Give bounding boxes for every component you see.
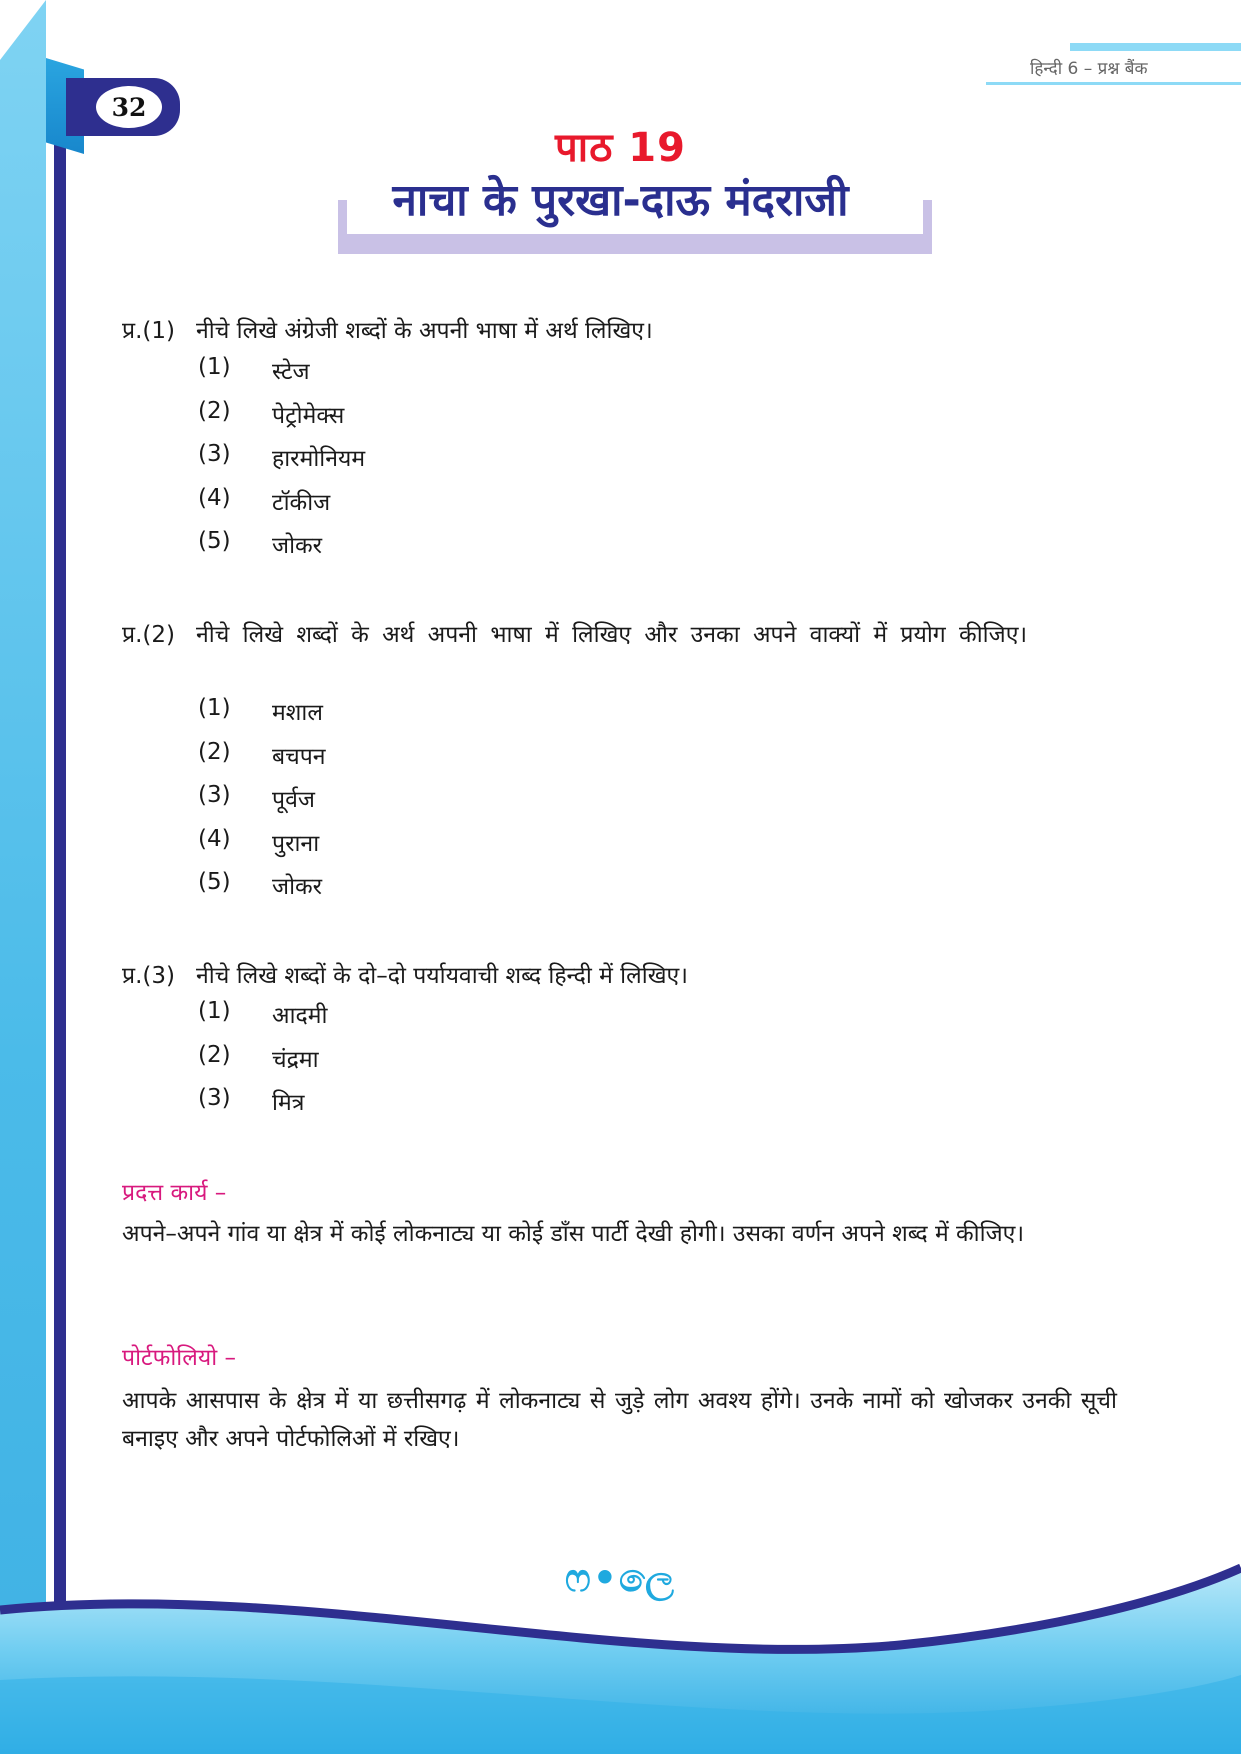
question-1 xyxy=(122,312,1117,350)
question-text: नीचे लिखे शब्दों के दो–दो पर्यायवाची शब्द हिन्दी में लिखिए। xyxy=(196,963,688,989)
page-number: 32 xyxy=(96,86,162,128)
question-2 xyxy=(122,616,1117,654)
item-word: मशाल xyxy=(272,700,323,726)
portfolio-heading: पोर्टफोलियो – xyxy=(122,1345,236,1371)
running-header: हिन्दी 6 – प्रश्न बैंक xyxy=(1030,59,1148,79)
item-word: स्टेज xyxy=(272,359,310,385)
item-word: बचपन xyxy=(272,743,326,770)
item-number: (4) xyxy=(198,825,231,852)
item-word: जोकर xyxy=(272,874,323,900)
item-word: टॉकीज xyxy=(272,489,331,516)
lesson-title: नाचा के पुरखा-दाऊ मंदराजी xyxy=(392,175,849,226)
item-word: चंद्रमा xyxy=(272,1046,319,1073)
item-word: जोकर xyxy=(272,533,323,559)
question-3 xyxy=(122,957,1117,995)
question-prefix: प्र.(2) xyxy=(122,622,175,648)
header-rule-thin xyxy=(986,82,1241,85)
portfolio-text: आपके आसपास के क्षेत्र में या छत्तीसगढ़ में लोकनाट्य से जुड़े लोग अवश्य होंगे। उनके नामों को खोजकर उनकी सूची बनाइए और अपने पोर्टफोलिओं में रखिए। xyxy=(122,1388,1117,1452)
item-number: (1) xyxy=(198,998,231,1024)
item-number: (3) xyxy=(198,1085,231,1111)
left-border-band xyxy=(0,0,46,1754)
item-word: हारमोनियम xyxy=(272,446,366,472)
item-number: (2) xyxy=(198,397,231,424)
header-rule-thick xyxy=(1070,43,1241,51)
item-number: (5) xyxy=(198,528,231,554)
item-word: पुराना xyxy=(272,830,320,857)
flag-pole xyxy=(54,76,66,1636)
end-of-chapter-flourish-icon: ෆ•ලෙ xyxy=(565,1556,676,1600)
item-word: पेट्रोमेक्स xyxy=(272,402,345,429)
item-number: (2) xyxy=(198,738,231,765)
question-text: नीचे लिखे शब्दों के अर्थ अपनी भाषा में लिखिए और उनका अपने वाक्यों में प्रयोग कीजिए। xyxy=(196,622,1028,648)
assignment-text: अपने–अपने गांव या क्षेत्र में कोई लोकनाट्य या कोई डाँस पार्टी देखी होगी। उसका वर्णन अपने शब्द में कीजिए। xyxy=(122,1221,1025,1247)
item-number: (4) xyxy=(198,484,231,511)
lesson-number: पाठ 19 xyxy=(555,125,686,171)
question-prefix: प्र.(3) xyxy=(122,963,175,989)
item-word: पूर्वज xyxy=(272,787,315,813)
assignment-heading: प्रदत्त कार्य – xyxy=(122,1180,227,1206)
item-number: (3) xyxy=(198,441,231,467)
item-number: (3) xyxy=(198,782,231,808)
left-border-cut xyxy=(0,0,46,60)
item-word: आदमी xyxy=(272,1003,328,1029)
item-number: (1) xyxy=(198,695,231,721)
question-text: नीचे लिखे अंग्रेजी शब्दों के अपनी भाषा में अर्थ लिखिए। xyxy=(196,318,653,344)
item-word: मित्र xyxy=(272,1090,305,1116)
item-number: (5) xyxy=(198,869,231,895)
item-number: (1) xyxy=(198,354,231,380)
question-prefix: प्र.(1) xyxy=(122,318,175,344)
item-number: (2) xyxy=(198,1041,231,1068)
bottom-wave-decoration xyxy=(0,1560,1241,1754)
